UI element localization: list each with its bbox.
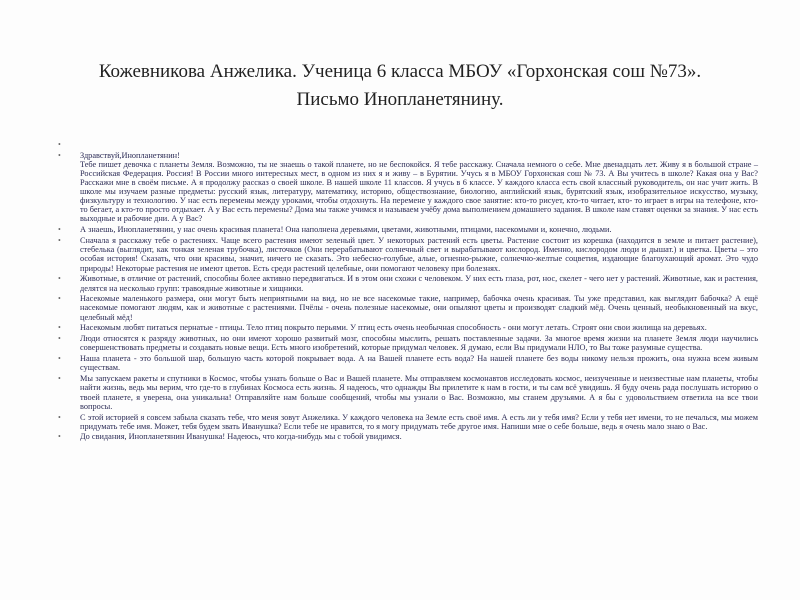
title-line-letter: Письмо Инопланетянину. <box>296 89 504 110</box>
bullet-icon: • <box>58 432 61 442</box>
list-item <box>58 334 758 352</box>
paragraph-text: Люди относятся к разряду животных, но они имеют хорошо развитый мозг, способны мыслить, решать поставленные задачи. За многое время жизни на планете Земля люди научились совершенствовать предметы и создавать новые вещи. Есть много изобретений, которые придумал человек. Я думаю, если Вы придумали НЛО, то Вы тоже разумные существа. <box>80 334 758 353</box>
bullet-icon: • <box>58 236 61 246</box>
list-item <box>58 294 758 321</box>
list-item <box>58 374 758 410</box>
bullet-icon: • <box>58 274 61 284</box>
paragraph-text: Животные, в отличие от растений, способны более активно передвигаться. И в этом они схожи с человеком. У них есть глаза, рот, нос, скелет - чего нет у растений. Животные, как и растения, делятся на несколько групп: травоядные животные и хищники. <box>80 274 758 293</box>
title-line-author: Кожевникова Анжелика. Ученица 6 класса МБОУ «Горхонская сош №73». <box>98 61 702 82</box>
list-item <box>58 236 758 272</box>
list-item <box>58 323 758 332</box>
list-item <box>58 140 758 149</box>
list-item <box>58 432 758 441</box>
slide-title <box>0 58 800 114</box>
paragraph-text: А знаешь, Инопланетянин, у нас очень красивая планета! Она наполнена деревьями, цветами, животными, птицами, насекомыми и, конечно, людьми. <box>80 225 612 235</box>
list-item <box>58 354 758 372</box>
bullet-icon: • <box>58 412 61 422</box>
letter-body <box>58 140 758 443</box>
bullet-icon: • <box>58 374 61 384</box>
bullet-icon: • <box>58 354 61 364</box>
list-item <box>58 225 758 234</box>
bullet-icon: • <box>58 150 61 160</box>
list-item <box>58 151 758 224</box>
paragraph-text: Мы запускаем ракеты и спутники в Космос, чтобы узнать больше о Вас и Вашей планете. Мы отправляем космонавтов исследовать космос, неизученные и неизвестные нам планеты, чтобы найти жизнь, ведь мы верим, что где-то в глубинах Космоса есть жизнь. Я надеюсь, что однажды Вы прилетите к нам в гости, и ты сам всё увидишь. Я буду очень рада послушать историю о твоей планете, я уверена, она уникальна! Отправляйте нам больше сообщений, чтобы мы узнали о Вас. Возможно, мы станем друзьями. А я бы с удовольствием ответила на все твои вопросы. <box>80 374 758 411</box>
paragraph-text: Насекомым любят питаться пернатые - птицы. Тело птиц покрыто перьями. У птиц есть очень необычная способность - они могут летать. Строят они свои жилища на деревьях. <box>80 323 707 333</box>
bullet-icon: • <box>58 140 61 149</box>
paragraph-text: Наша планета - это большой шар, большую часть которой покрывает вода. А на Вашей планете есть вода? На нашей планете без воды никому нельзя прожить, она нужна всем живым существам. <box>80 354 758 373</box>
paragraph-text: До свидания, Инопланетянин Иванушка! Надеюсь, что когда-нибудь мы с тобой увидимся. <box>80 432 402 442</box>
paragraph-text: Сначала я расскажу тебе о растениях. Чаще всего растения имеют зеленый цвет. У некоторых растений есть цветы. Растение состоит из корешка (находится в земле и питает растение), стебелька (выглядит, как тонкая зеленая трубочка), листочков (Они перерабатывают солнечный свет и вырабатывают кислород. Именно, кислородом люди и дышат.) и цветка. Цветы – это особая история! Сказать, что они красивы, значит, ничего не сказать. Это небесно-голубые, алые, огненно-рыжие, солнечно-желтые соцветия, издающие благоухающий аромат. Это чудо природы! Некоторые растения не имеют цветов. Есть среди растений целебные, они помогают человеку при болезнях. <box>80 236 758 273</box>
bullet-icon: • <box>58 323 61 333</box>
bullet-icon: • <box>58 294 61 304</box>
list-item <box>58 274 758 292</box>
paragraph-text: С этой историей я совсем забыла сказать тебе, что меня зовут Анжелика. У каждого человека на Земле есть своё имя. А есть ли у тебя имя? Если у тебя нет имени, то не печалься, мы можем придумать тебе имя. Может, тебя будем звать Иванушка? Если тебе не нравится, то я могу придумать тебе другое имя. Напиши мне о себе больше, ведь я очень мало знаю о Вас. <box>80 412 758 431</box>
bullet-icon: • <box>58 225 61 235</box>
paragraph-text: Здравствуй,Инопланетянин! Тебе пишет девочка с планеты Земля. Возможно, ты не знаешь о такой планете, но не беспокойся. Я тебе расскажу. Сначала немного о себе. Мне двенадцать лет. Живу я в большой стране – Российская Федерация. Россия! В России много интересных мест, в одном из них я и живу – в Бурятии. Учусь я в МБОУ Горхонская сош № 73. А Вы учитесь в школе? Какая она у Вас? Расскажи мне в своём письме. А я продолжу рассказ о своей школе. В нашей школе 11 классов. Я учусь в 6 классе. У каждого класса есть свой классный руководитель, он нас учит жить. В школе мы изучаем разные предметы: русский язык, литературу, математику, историю, обществознание, биологию, английский язык, бурятский язык, изобразительное искусство, музыку, физкультуру и технологию. У нас есть перемены между уроками, чтобы отдохнуть. На перемене у каждого свое занятие: кто-то рисует, кто-то читает, кто- то играет в игры на телефоне, кто- то бегает, а кто-то просто отдыхает. А у Вас есть перемены? Дома мы также учимся и называем учёбу дома выполнением домашнего задания. В школе нам ставят оценки за знания. У нас есть выходные и рабочие дни. А у Вас? <box>80 150 758 224</box>
bullet-icon: • <box>58 334 61 344</box>
list-item <box>58 413 758 431</box>
paragraph-text: Насекомые маленького размера, они могут быть неприятными на вид, но не все насекомые такие, например, бабочка очень красивая. Ты уже представил, как выглядит бабочка? А ещё насекомые помогают людям, как и животные с растениями. Пчёлы - очень полезные насекомые, они опыляют цветы и производят сладкий мёд. Очень ценный, необыкновенный на вкус, целебный мёд! <box>80 294 758 322</box>
